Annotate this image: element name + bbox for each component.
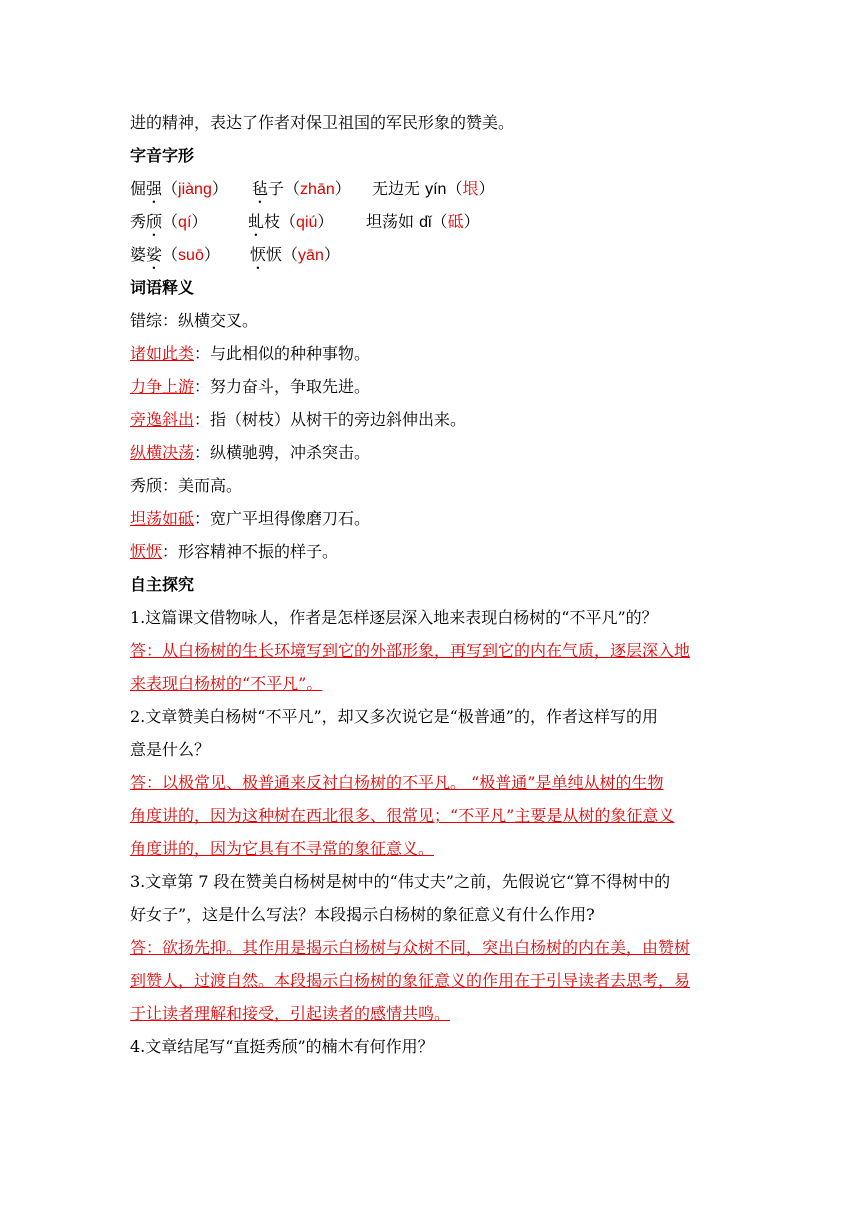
answer-text: 答：欲扬先抑。其作用是揭示白杨树与众树不同，突出白杨树的内在美，由赞树 [130,938,691,957]
vocabulary-list [130,304,730,568]
answer-text: 于让读者理解和接受，引起读者的感情共鸣。 [130,1004,451,1023]
pronunciation-item: 虬枝（qiú） [248,212,334,231]
answer-line [130,997,730,1030]
pronunciation-row [130,238,730,271]
answer-line [130,799,730,832]
answer-text: 来表现白杨树的“不平凡”。 [130,674,323,693]
vocabulary-item [130,436,730,469]
pronunciation-item: 倔强（jiàng） [130,179,228,198]
vocabulary-item [130,370,730,403]
answer-line [130,766,730,799]
answer-line [130,931,730,964]
vocabulary-term: 诸如此类 [130,344,195,363]
question-text: 1.这篇课文借物咏人，作者是怎样逐层深入地来表现白杨树的“不平凡”的？ [130,608,658,627]
vocabulary-item [130,403,730,436]
question-block [130,865,730,1030]
answer-text: 答：以极常见、极普通来反衬白杨树的不平凡。 “极普通”是单纯从树的生物 [130,773,664,792]
answer-text: 到赞人，过渡自然。本段揭示白杨树的象征意义的作用在于引导读者去思考，易 [130,971,691,990]
answer-text: 角度讲的，因为它具有不寻常的象征意义。 [130,839,435,858]
pronunciation-item: 坦荡如 dǐ（砥） [366,212,480,231]
vocabulary-item [130,469,730,502]
answer-line [130,634,730,667]
question-text: 好女子”，这是什么写法？本段揭示白杨树的象征意义有什么作用? [130,905,595,924]
question-block [130,601,730,700]
question-list [130,601,730,1063]
answer-line [130,832,730,865]
pronunciation-row [130,205,730,238]
vocabulary-definition: ：美而高。 [162,476,243,495]
question-text: 2.文章赞美白杨树“不平凡”，却又多次说它是“极普通”的，作者这样写的用 [130,707,658,726]
pronunciation-item: 恹恹（yān） [250,245,340,264]
vocabulary-term: 纵横决荡 [130,443,195,462]
vocabulary-definition: ：指（树枝）从树干的旁边斜伸出来。 [194,410,467,429]
pronunciation-row [130,172,730,205]
vocabulary-term: 力争上游 [130,377,195,396]
question-block [130,700,730,865]
answer-line [130,964,730,997]
vocabulary-term: 坦荡如砥 [130,509,195,528]
pronunciation-item: 毡子（zhān） [252,179,351,198]
section-heading-pronunciation: 字音字形 [130,146,195,165]
vocabulary-definition: ：宽广平坦得像磨刀石。 [194,509,371,528]
pronunciation-item: 无边无 yín（垠） [372,179,495,198]
section-heading-vocabulary: 词语释义 [130,278,195,297]
vocabulary-term: 旁逸斜出 [130,410,195,429]
question-text: 4.文章结尾写“直挺秀颀”的楠木有何作用？ [130,1037,434,1056]
vocabulary-definition: ：形容精神不振的样子。 [162,542,339,561]
document-page [130,106,730,1063]
pronunciation-item: 秀颀（qí） [130,212,208,231]
pronunciation-item: 婆娑（suō） [130,245,220,264]
vocabulary-definition: ：纵横交叉。 [162,311,259,330]
vocabulary-item [130,535,730,568]
vocabulary-definition: ：与此相似的种种事物。 [194,344,371,363]
answer-text: 答：从白杨树的生长环境写到它的外部形象，再写到它的内在气质，逐层深入地 [130,641,691,660]
vocabulary-item [130,304,730,337]
vocabulary-term: 错综 [130,311,163,330]
section-heading-inquiry: 自主探究 [130,575,195,594]
answer-line [130,667,730,700]
question-text: 意是什么？ [130,740,211,759]
question-text: 3.文章第 7 段在赞美白杨树是树中的“伟丈夫”之前，先假说它“算不得树中的 [130,872,671,891]
answer-text: 角度讲的，因为这种树在西北很多、很常见；“不平凡”主要是从树的象征意义 [130,806,675,825]
question-block [130,1030,730,1063]
vocabulary-definition: ：努力奋斗，争取先进。 [194,377,371,396]
vocabulary-definition: ：纵横驰骋，冲杀突击。 [194,443,371,462]
vocabulary-term: 秀颀 [130,476,163,495]
intro-line: 进的精神，表达了作者对保卫祖国的军民形象的赞美。 [130,113,515,132]
vocabulary-item [130,502,730,535]
vocabulary-term: 恹恹 [130,542,163,561]
vocabulary-item [130,337,730,370]
